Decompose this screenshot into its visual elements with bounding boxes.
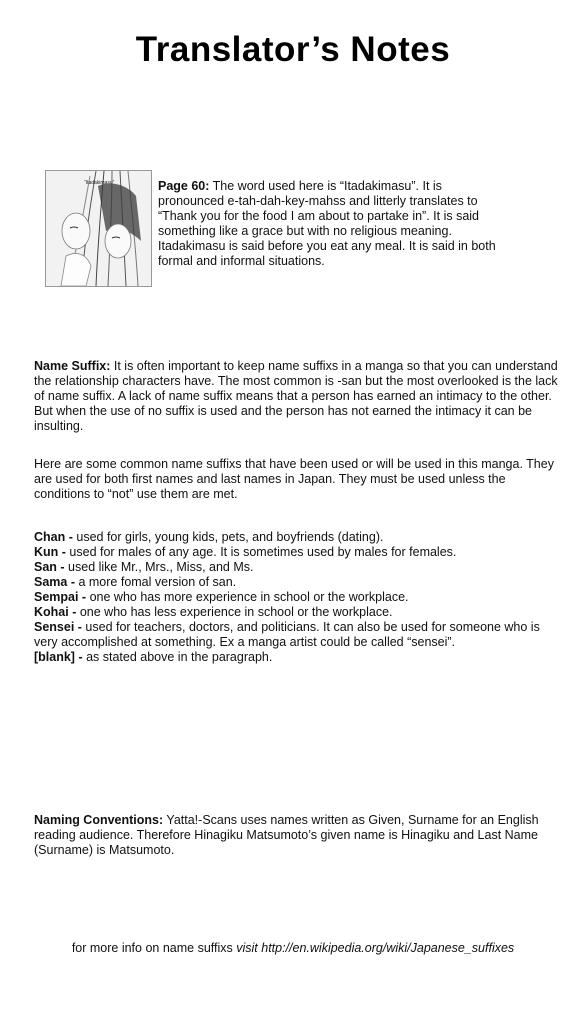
suffix-term: Sempai -: [34, 590, 87, 604]
page-60-label: Page 60:: [158, 179, 210, 193]
list-item: [34, 650, 564, 665]
suffix-desc: one who has more experience in school or the workplace.: [86, 590, 409, 604]
suffix-desc: used like Mr., Mrs., Miss, and Ms.: [64, 560, 254, 574]
naming-conventions-label: Naming Conventions:: [34, 813, 164, 827]
list-item: [34, 545, 564, 560]
name-suffix-note: [34, 359, 564, 434]
suffix-desc: as stated above in the paragraph.: [82, 650, 273, 664]
list-item: [34, 620, 564, 650]
name-suffix-label: Name Suffix:: [34, 359, 111, 373]
suffix-term: Kohai -: [34, 605, 77, 619]
manga-thumbnail: [45, 170, 152, 287]
suffix-term: Sama -: [34, 575, 75, 589]
naming-conventions-note: [34, 813, 564, 858]
page-title: Translator’s Notes: [135, 30, 451, 69]
thumbnail-caption: “Itadakimasu”: [84, 180, 115, 186]
suffix-desc: used for girls, young kids, pets, and boyfriends (dating).: [72, 530, 384, 544]
footer-prefix: for more info on name suffixs: [71, 941, 237, 955]
wikipedia-link[interactable]: visit http://en.wikipedia.org/wiki/Japanese_suffixes: [236, 941, 515, 955]
page-60-text: The word used here is “Itadakimasu”. It is pronounced e-tah-dah-key-mahss and litterly translates to “Thank you for the food I am about to partake in”. It is said something like a grace but with no religious meaning. Itadakimasu is said before you eat any meal. It is said in both formal and informal situations.: [158, 179, 496, 268]
list-item: [34, 590, 564, 605]
page-60-note: [158, 179, 508, 269]
common-suffixes-paragraph: Here are some common name suffixs that have been used or will be used in this manga. They are used for both first names and last names in Japan. They must be used unless the conditions to “not” use them are met.: [34, 457, 554, 501]
list-item: [34, 605, 564, 620]
suffix-list: [34, 530, 564, 665]
naming-conventions-text: Yatta!-Scans uses names written as Given, Surname for an English reading audience. Therefore Hinagiku Matsumoto’s given name is Hinagiku and Last Name (Surname) is Matsumoto.: [34, 813, 539, 857]
list-item: [34, 560, 564, 575]
footer-note: [0, 941, 586, 955]
suffix-desc: used for teachers, doctors, and politicians. It can also be used for someone who is very accomplished at something. Ex a manga artist could be called “sensei”.: [34, 620, 540, 649]
suffix-term: Chan -: [34, 530, 73, 544]
suffix-term: Kun -: [34, 545, 66, 559]
list-item: [34, 575, 564, 590]
suffix-desc: a more fomal version of san.: [75, 575, 237, 589]
suffix-term: Sensei -: [34, 620, 82, 634]
suffix-term: [blank] -: [34, 650, 83, 664]
manga-panel-image: [46, 171, 151, 286]
name-suffix-text: It is often important to keep name suffixs in a manga so that you can understand the relationship characters have. The most common is -san but the most overlooked is the lack of name suffix. A lack of name suffix means that a person has earned an intimacy to the other. But when the use of no suffix is used and the person has not earned the intimacy it can be insulting.: [34, 359, 558, 433]
list-item: [34, 530, 564, 545]
suffix-desc: used for males of any age. It is sometimes used by males for females.: [65, 545, 457, 559]
suffix-desc: one who has less experience in school or the workplace.: [76, 605, 393, 619]
suffix-term: San -: [34, 560, 65, 574]
